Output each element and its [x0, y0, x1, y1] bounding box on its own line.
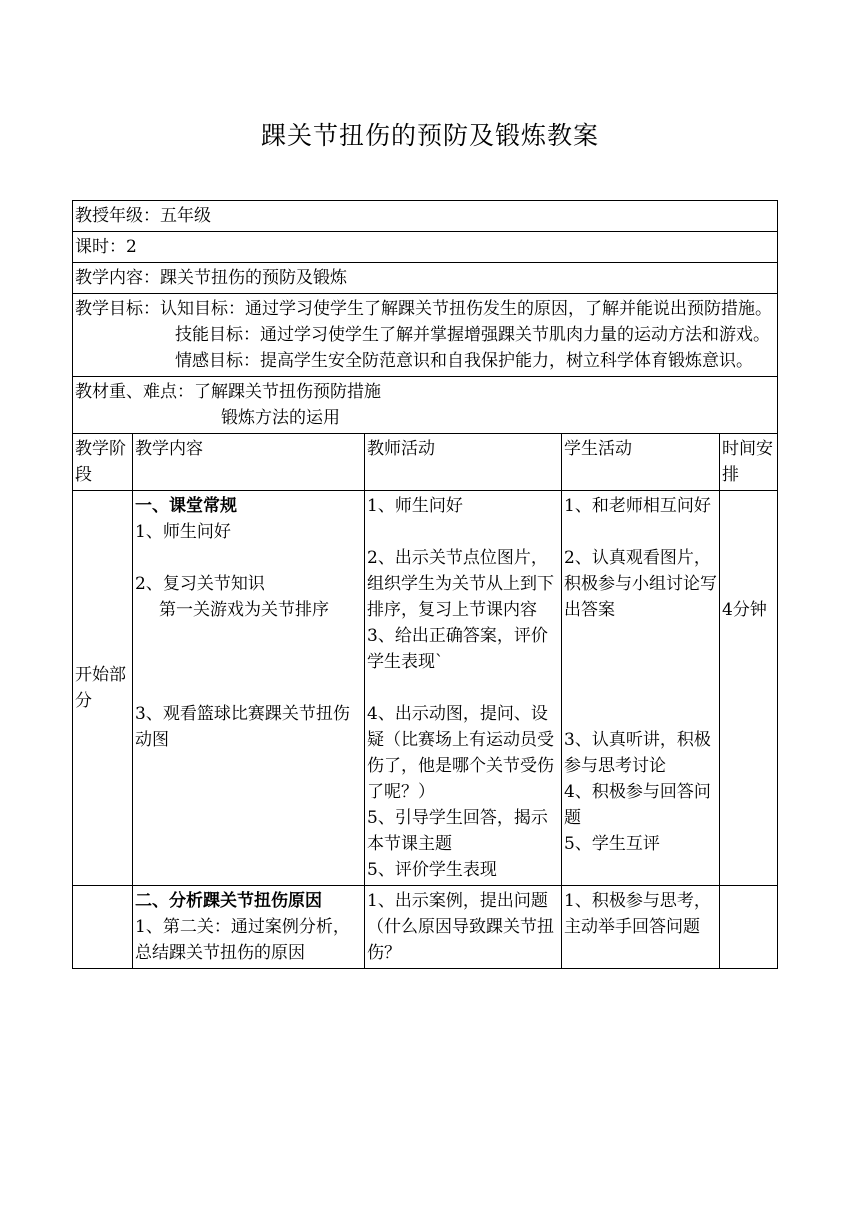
- key-points-row: [73, 377, 778, 434]
- content-item: 1、第二关：通过案例分析，总结踝关节扭伤的原因: [135, 917, 350, 963]
- header-student: 学生活动: [562, 434, 720, 491]
- hours-row: [73, 232, 778, 263]
- student-item: 1、积极参与思考，主动举手回答问题: [564, 891, 711, 937]
- stage-cell: 开始部分: [73, 491, 133, 886]
- teacher-activity-cell: [365, 491, 562, 886]
- student-item: 2、认真观看图片，积极参与小组讨论写出答案: [564, 548, 717, 620]
- student-item: 4、积极参与回答问题: [564, 782, 711, 828]
- goals-cell: [73, 294, 778, 377]
- student-item: 5、学生互评: [564, 834, 660, 854]
- teacher-item: 3、给出正确答案，评价学生表现`: [367, 626, 548, 672]
- stage-cell: [73, 886, 133, 969]
- grade-cell: 教授年级：五年级: [73, 201, 778, 232]
- section-heading: 二、分析踝关节扭伤原因: [135, 891, 322, 911]
- content-row: [73, 263, 778, 294]
- header-time: 时间安排: [720, 434, 778, 491]
- header-row: [73, 434, 778, 491]
- teacher-item: 5、引导学生回答，揭示本节课主题: [367, 808, 548, 854]
- student-item: 1、和老师相互问好: [564, 496, 711, 516]
- goals-row: [73, 294, 778, 377]
- table-row: [73, 886, 778, 969]
- content-cell: 教学内容：踝关节扭伤的预防及锻炼: [73, 263, 778, 294]
- header-content: 教学内容: [133, 434, 365, 491]
- page-title: 踝关节扭伤的预防及锻炼教案: [260, 121, 599, 150]
- content-activity-cell: [133, 491, 365, 886]
- teacher-item: 4、出示动图，提问、设疑（比赛场上有运动员受伤了，他是哪个关节受伤了呢？）: [367, 704, 554, 802]
- key-point-1: 教材重、难点：了解踝关节扭伤预防措施: [75, 382, 381, 402]
- teacher-item: 1、师生问好: [367, 496, 463, 516]
- teacher-item: 5、评价学生表现: [367, 860, 497, 880]
- content-item: 3、观看篮球比赛踝关节扭伤动图: [135, 704, 350, 750]
- header-stage: 教学阶段: [73, 434, 133, 491]
- lesson-plan-table: [72, 200, 778, 969]
- time-cell: [720, 886, 778, 969]
- table-row: [73, 491, 778, 886]
- grade-row: [73, 201, 778, 232]
- student-activity-cell: [562, 491, 720, 886]
- content-item: 第一关游戏为关节排序: [159, 600, 329, 620]
- goal-affective: 情感目标：提高学生安全防范意识和自我保护能力，树立科学体育锻炼意识。: [175, 351, 753, 371]
- student-activity-cell: [562, 886, 720, 969]
- teacher-item: 2、出示关节点位图片，组织学生为关节从上到下排序，复习上节课内容: [367, 548, 554, 620]
- teacher-item: 1、出示案例，提出问题（什么原因导致踝关节扭伤？: [367, 891, 554, 963]
- goal-cognitive: 教学目标：认知目标：通过学习使学生了解踝关节扭伤发生的原因，了解并能说出预防措施。: [75, 299, 772, 319]
- content-item: 1、师生问好: [135, 522, 231, 542]
- time-cell: [720, 491, 778, 886]
- content-activity-cell: [133, 886, 365, 969]
- content-item: 2、复习关节知识: [135, 574, 265, 594]
- section-heading: 一、课堂常规: [135, 496, 237, 516]
- student-item: 3、认真听讲，积极参与思考讨论: [564, 730, 711, 776]
- time-value: 4分钟: [722, 600, 767, 620]
- hours-cell: 课时：2: [73, 232, 778, 263]
- goal-skill: 技能目标：通过学习使学生了解并掌握增强踝关节肌肉力量的运动方法和游戏。: [175, 325, 770, 345]
- header-teacher: 教师活动: [365, 434, 562, 491]
- key-point-2: 锻炼方法的运用: [221, 408, 340, 428]
- teacher-activity-cell: [365, 886, 562, 969]
- key-points-cell: [73, 377, 778, 434]
